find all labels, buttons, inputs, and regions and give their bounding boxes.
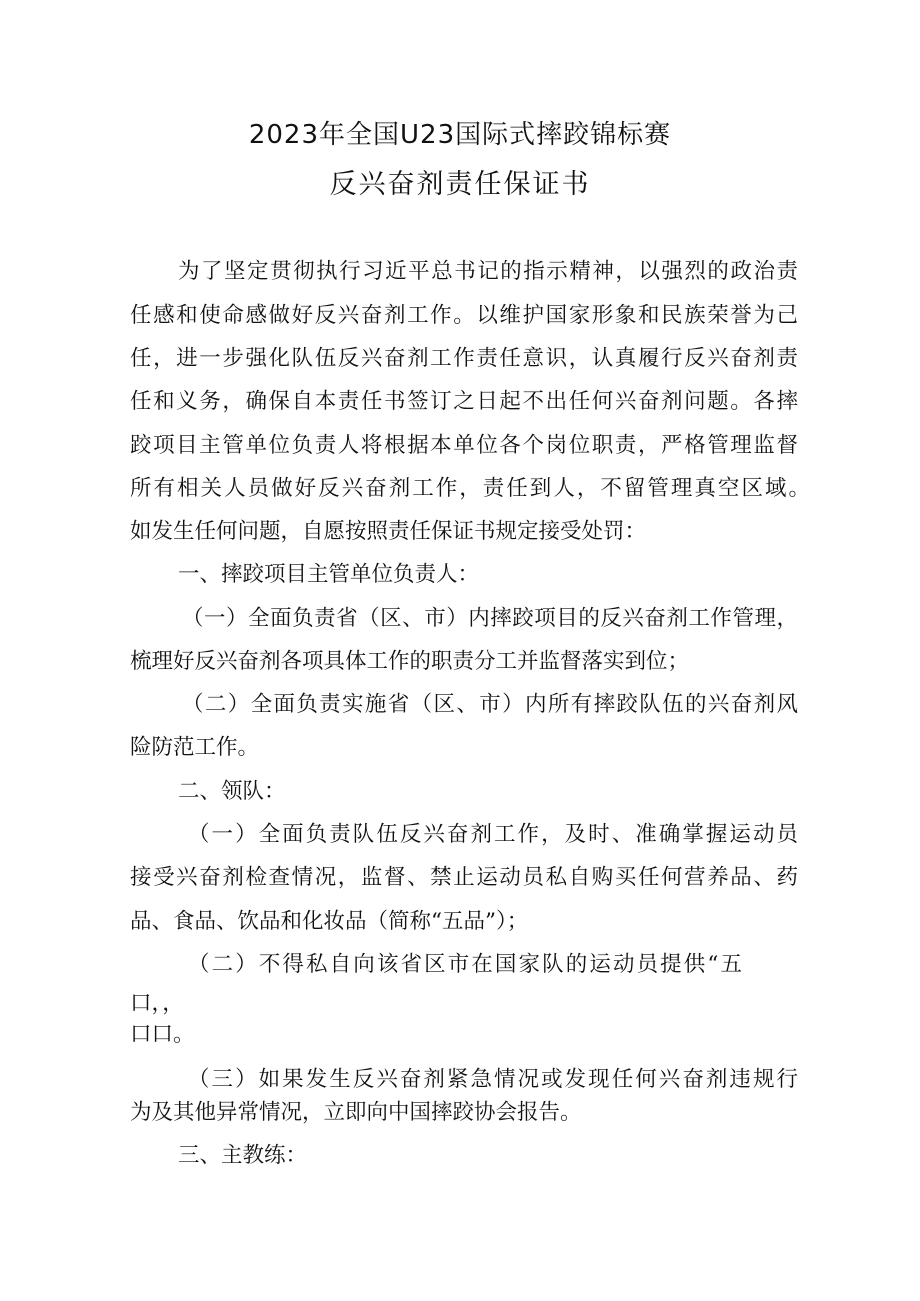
section1-item2-line2: 险防范工作。 bbox=[130, 735, 260, 760]
section1-item1-line1: （一）全面负责省（区、市）内摔跤项目的反兴奋剂工作管理， bbox=[182, 606, 798, 631]
section1-item2-line1: （二）全面负责实施省（区、市）内所有摔跤队伍的兴奋剂风 bbox=[182, 692, 798, 717]
section2-item1-line1: （一）全面负责队伍反兴奋剂工作，及时、准确掌握运动员 bbox=[188, 822, 798, 847]
intro-line-3: 任，进一步强化队伍反兴奋剂工作责任意识，认真履行反兴奋剂责 bbox=[130, 346, 798, 371]
document-subtitle: 反兴奋剂责任保证书 bbox=[329, 169, 591, 200]
intro-line-4: 任和义务，确保自本责任书签订之日起不出任何兴奋剂问题。各摔 bbox=[130, 389, 798, 414]
intro-line-1: 为了坚定贯彻执行习近平总书记的指示精神，以强烈的政治责 bbox=[178, 259, 798, 284]
section2-item1-line3: 品、食品、饮品和化妆品（简称“五品”）； bbox=[130, 909, 529, 934]
intro-line-7: 如发生任何问题，自愿按照责任保证书规定接受处罚： bbox=[130, 519, 647, 544]
document-title: 2023年全国U23国际式摔跤锦标赛 bbox=[248, 120, 672, 150]
intro-line-5: 跤项目主管单位负责人将根据本单位各个岗位职责，严格管理监督 bbox=[130, 433, 798, 458]
section2-item3-line2: 为及其他异常情况，立即向中国摔跤协会报告。 bbox=[130, 1100, 582, 1125]
section2-item2-line2: 口，， bbox=[130, 991, 184, 1016]
section2-item2-line1: （二）不得私自向该省区市在国家队的运动员提供“五 bbox=[188, 952, 742, 977]
section2-item2-line3: 口口。 bbox=[130, 1022, 195, 1047]
intro-line-2: 任感和使命感做好反兴奋剂工作。以维护国家形象和民族荣誉为己 bbox=[130, 303, 798, 328]
section2-item1-line2: 接受兴奋剂检查情况，监督、禁止运动员私自购买任何营养品、药 bbox=[130, 865, 798, 890]
section3-heading: 三、主教练： bbox=[178, 1143, 308, 1168]
section1-heading: 一、摔跤项目主管单位负责人： bbox=[178, 562, 480, 587]
section1-item1-line2: 梳理好反兴奋剂各项具体工作的职责分工并监督落实到位； bbox=[130, 649, 690, 674]
intro-line-6: 所有相关人员做好反兴奋剂工作，责任到人，不留管理真空区域。 bbox=[130, 476, 810, 501]
section2-heading: 二、领队： bbox=[178, 779, 286, 804]
section2-item3-line1: （三）如果发生反兴奋剂紧急情况或发现任何兴奋剂违规行 bbox=[188, 1067, 798, 1092]
